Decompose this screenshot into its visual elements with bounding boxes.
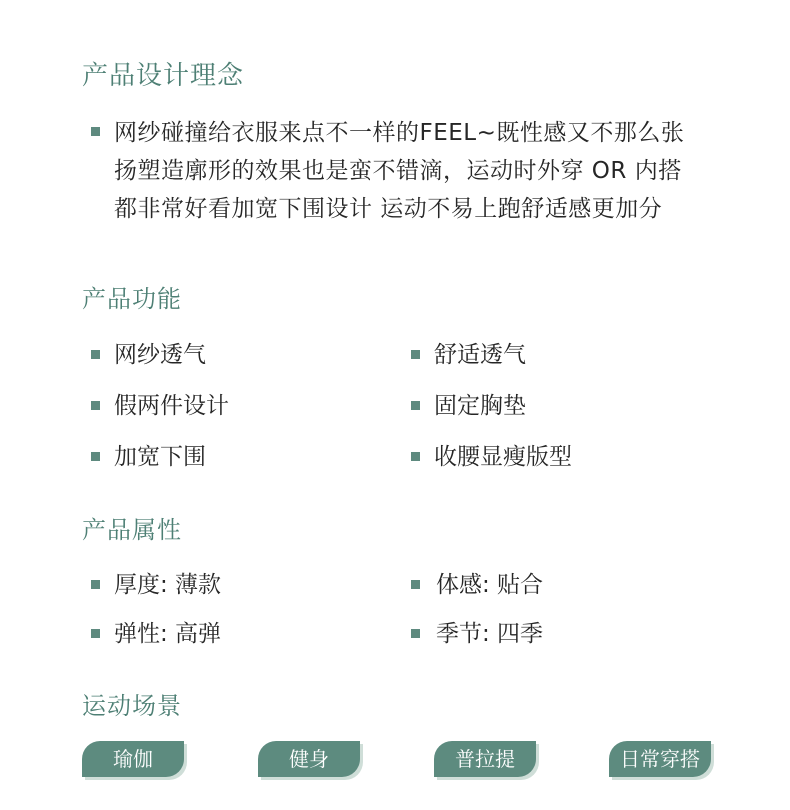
- feature-item-comfort-breathable: 舒适透气: [434, 342, 526, 368]
- scene-tag-daily-wear: 日常穿搭: [609, 741, 711, 777]
- attribute-feel: 体感: 贴合: [436, 572, 544, 598]
- scene-tag-yoga: 瑜伽: [82, 741, 184, 777]
- bullet-icon: [411, 452, 420, 461]
- bullet-icon: [91, 629, 100, 638]
- design-line-3: 都非常好看加宽下围设计 运动不易上跑舒适感更加分: [114, 196, 663, 222]
- attributes-section-title: 产品属性: [82, 516, 182, 544]
- bullet-icon: [91, 580, 100, 589]
- design-section-title: 产品设计理念: [82, 61, 245, 91]
- bullet-icon: [91, 350, 100, 359]
- feature-item-mesh-breathable: 网纱透气: [114, 342, 206, 368]
- bullet-icon: [91, 401, 100, 410]
- bullet-icon: [91, 452, 100, 461]
- attribute-elasticity: 弹性: 高弹: [114, 621, 222, 647]
- design-line-1: 网纱碰撞给衣服来点不一样的FEEL~既性感又不那么张: [114, 120, 685, 146]
- feature-item-waist-fit: 收腰显瘦版型: [434, 444, 572, 470]
- bullet-icon: [411, 629, 420, 638]
- scene-tag-fitness: 健身: [258, 741, 360, 777]
- design-description: [114, 114, 754, 228]
- scene-tag-pilates: 普拉提: [434, 741, 536, 777]
- feature-item-wide-band: 加宽下围: [114, 444, 206, 470]
- attribute-season: 季节: 四季: [436, 621, 544, 647]
- scenes-section-title: 运动场景: [82, 692, 182, 720]
- bullet-icon: [411, 350, 420, 359]
- bullet-icon: [411, 401, 420, 410]
- bullet-icon: [411, 580, 420, 589]
- bullet-icon: [91, 127, 100, 136]
- attribute-thickness: 厚度: 薄款: [114, 572, 222, 598]
- feature-item-fixed-pad: 固定胸垫: [434, 393, 526, 419]
- features-section-title: 产品功能: [82, 285, 182, 313]
- feature-item-fake-two-piece: 假两件设计: [114, 393, 229, 419]
- design-line-2: 扬塑造廓形的效果也是蛮不错滴，运动时外穿 OR 内搭: [114, 158, 682, 184]
